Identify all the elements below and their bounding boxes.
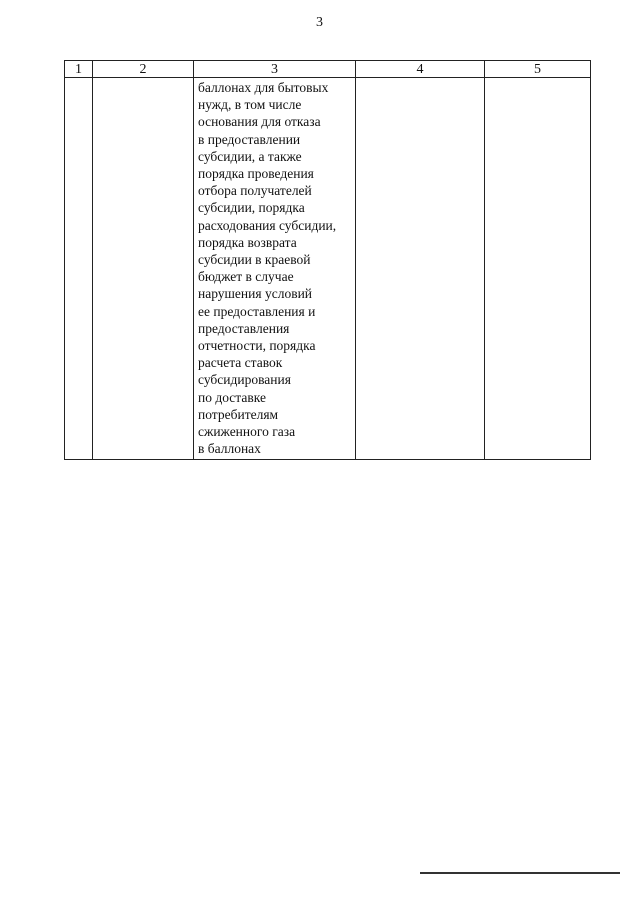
table-header-row — [65, 61, 591, 78]
column-header-4: 4 — [356, 61, 485, 78]
column-header-5: 5 — [485, 61, 591, 78]
column-header-3: 3 — [194, 61, 356, 78]
page-number: 3 — [316, 15, 323, 30]
table-row — [65, 78, 591, 460]
table-cell-col3 — [194, 78, 356, 460]
table-cell-col4 — [356, 78, 485, 460]
table-cell-col1 — [65, 78, 93, 460]
column-header-2: 2 — [93, 61, 194, 78]
footer-rule — [420, 872, 620, 874]
table-cell-col5 — [485, 78, 591, 460]
column-header-1: 1 — [65, 61, 93, 78]
cell-text-col3: баллонах для бытовых нужд, в том числе основания для отказа в предоставлении субсидии, а также порядка проведения отбора получателей субсидии, порядка расходования субсидии, порядка возврата субсидии в краевой бюджет в случае нарушения условий ее предоставления и предоставления отчетности, порядка расчета ставок субсидирования по доставке потребителям сжиженного газа в баллонах — [198, 80, 337, 457]
data-table — [64, 60, 591, 460]
table-cell-col2 — [93, 78, 194, 460]
